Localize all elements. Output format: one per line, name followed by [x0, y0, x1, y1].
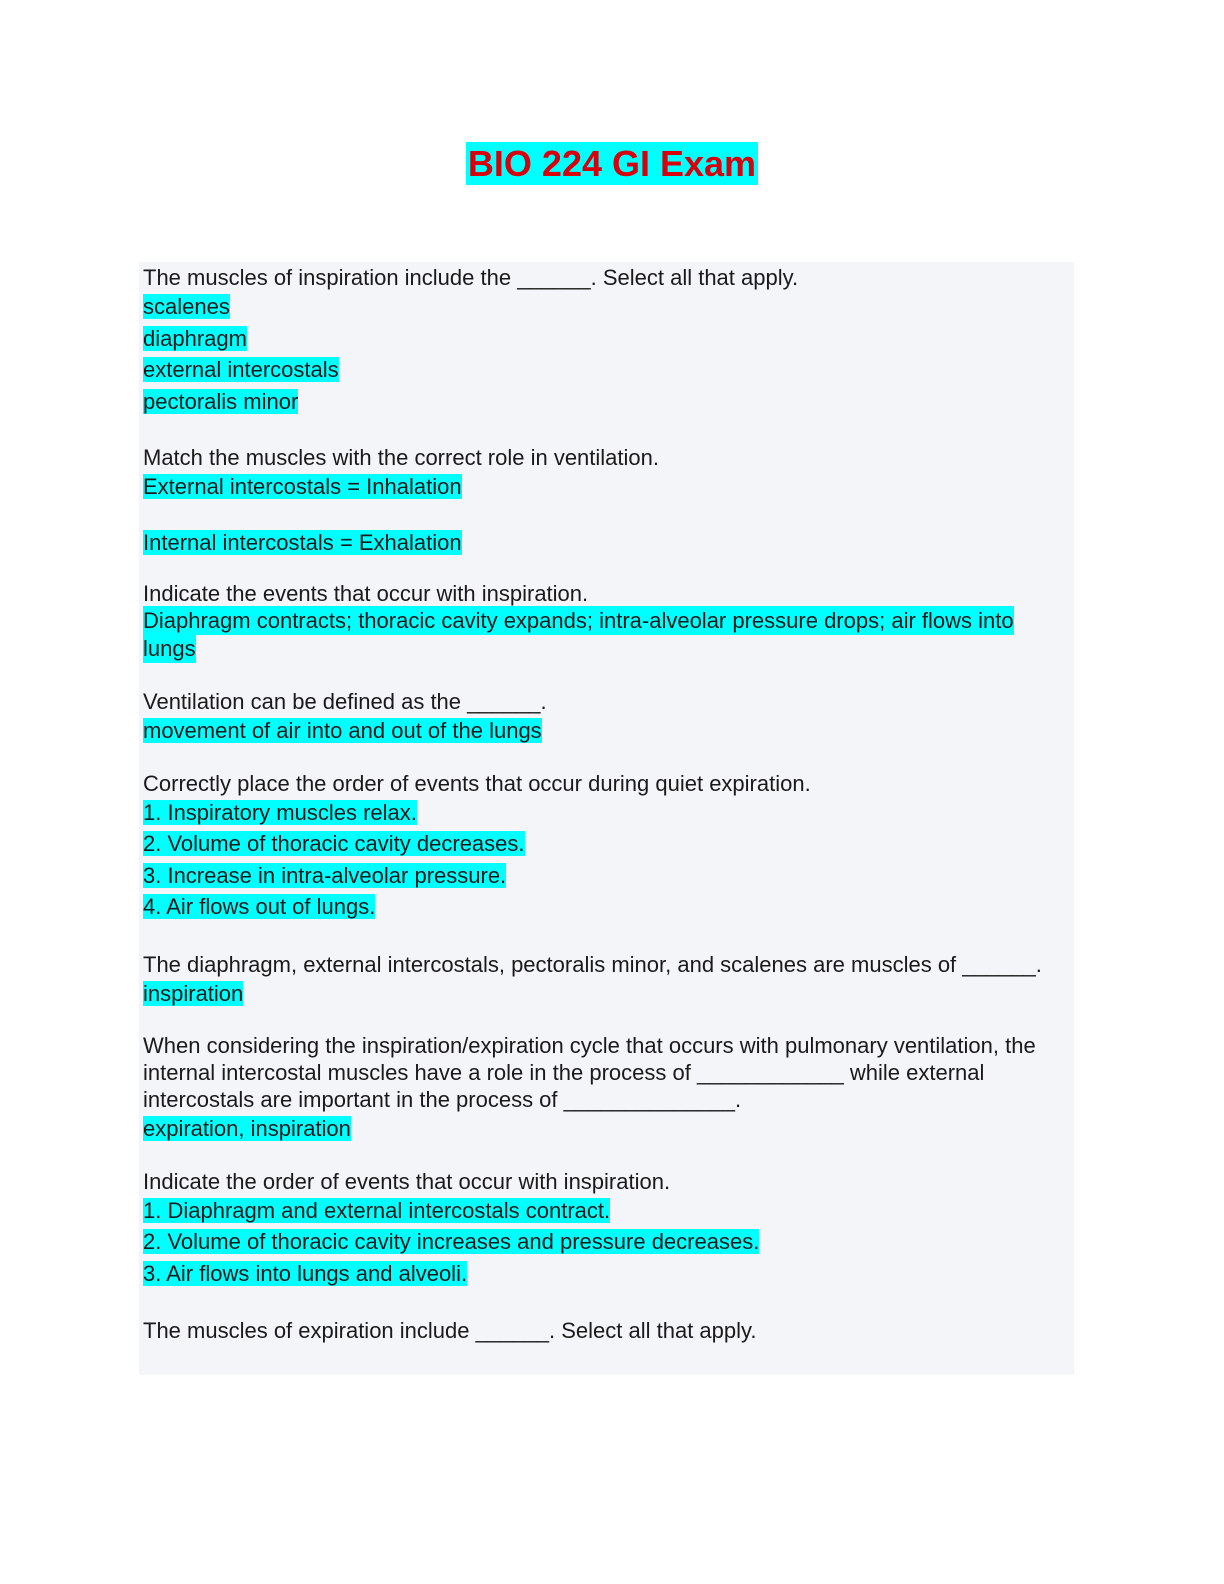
page-title: BIO 224 GI Exam — [467, 143, 757, 184]
title-wrap — [0, 142, 1224, 185]
answer-item: 4. Air flows out of lungs. — [143, 894, 376, 919]
answer-item: diaphragm — [143, 325, 247, 351]
question-block — [143, 264, 1063, 417]
answer-item: 2. Volume of thoracic cavity decreases. — [143, 831, 525, 856]
answer-item: movement of air into and out of the lungs — [143, 718, 542, 743]
answer-item: 2. Volume of thoracic cavity increases and pressure decreases. — [143, 1229, 760, 1254]
question-text: Match the muscles with the correct role in ventilation. — [143, 445, 660, 470]
answer-item: expiration, inspiration — [143, 1116, 351, 1141]
question-text: Correctly place the order of events that occur during quiet expiration. — [143, 770, 811, 796]
answer-item: 3. Air flows into lungs and alveoli. — [143, 1260, 468, 1286]
question-block — [143, 444, 1063, 558]
answer-item: 1. Diaphragm and external intercostals contract. — [143, 1197, 611, 1223]
question-block — [143, 688, 1063, 747]
answer-item: external intercostals — [143, 357, 339, 382]
answer-item: 1. Inspiratory muscles relax. — [143, 799, 417, 825]
question-text: The muscles of expiration include ______. Select all that apply. — [143, 1318, 757, 1343]
answer-item: 3. Increase in intra-alveolar pressure. — [143, 862, 507, 888]
answer-item: pectoralis minor — [143, 388, 299, 414]
answer-item: scalenes — [143, 294, 230, 319]
answer-item: External intercostals = Inhalation — [143, 474, 462, 499]
answer-item: Internal intercostals = Exhalation — [143, 529, 462, 555]
question-text: Ventilation can be defined as the ______. — [143, 689, 547, 714]
question-text: The muscles of inspiration include the ______. Select all that apply. — [143, 265, 799, 290]
question-block — [143, 770, 1063, 923]
question-text: When considering the inspiration/expiration cycle that occurs with pulmonary ventilation, the internal intercostal muscles have a role in the process of ____________ while external intercostals are important in the process of ______________. — [143, 1033, 1036, 1112]
question-block — [143, 1317, 1063, 1344]
question-text: The diaphragm, external intercostals, pectoralis minor, and scalenes are muscles of ______. — [143, 951, 1042, 977]
question-block — [143, 1032, 1063, 1145]
exam-content — [143, 264, 1063, 1344]
question-block — [143, 951, 1063, 1010]
answer-item: Diaphragm contracts; thoracic cavity expands; intra-alveolar pressure drops; air flows into lungs — [143, 608, 1014, 661]
question-text: Indicate the events that occur with inspiration. — [143, 581, 589, 606]
question-text: Indicate the order of events that occur with inspiration. — [143, 1168, 671, 1194]
answer-item: inspiration — [143, 980, 244, 1006]
question-block — [143, 1168, 1063, 1290]
question-block — [143, 580, 1063, 663]
